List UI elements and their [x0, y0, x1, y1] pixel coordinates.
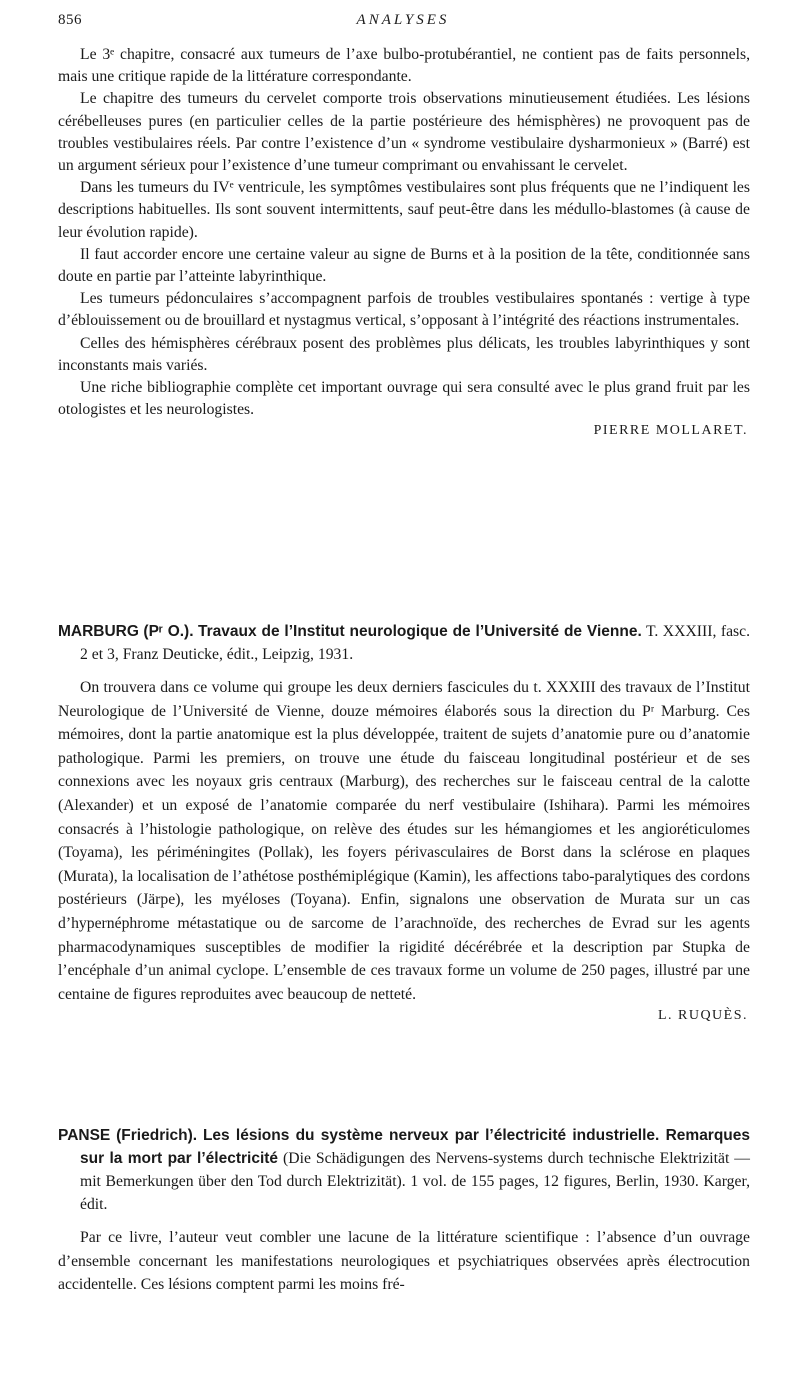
entry-title: Les lésions du système nerveux par l’électricité industrielle. Remarques sur la mort par l’électricité: [80, 1127, 751, 1167]
entry-heading: [58, 1124, 750, 1216]
paragraph: Les tumeurs pédonculaires s’accompagnent parfois de troubles vestibulaires spontanés : vertige à type d’éblouissement ou de brouillard et nystagmus vertical, s’opposant à l’intégrité des réactions instrumentales.: [58, 290, 750, 330]
entry-publication: T. XXXIII, fasc. 2 et 3, Franz Deuticke, édit., Leipzig, 1931.: [80, 623, 751, 663]
paragraph: Il faut accorder encore une certaine valeur au signe de Burns et à la position de la tête, conditionnée sans doute en partie par l’atteinte labyrinthique.: [58, 245, 750, 286]
paragraph: Le chapitre des tumeurs du cervelet comporte trois observations minutieusement étudiées. Les lésions cérébelleuses pures (en particulier celles de la partie postérieure des hémisphères) ne provoquent pas de troubles vestibulaires réels. Par contre l’existence d’un « syndrome vestibulaire dysharmonieux » (Barré) est un argument sérieux pour l’existence d’une tumeur comprimant ou envahissant le cervelet.: [58, 90, 750, 175]
paragraph: Une riche bibliographie complète cet important ouvrage qui sera consulté avec le plus grand fruit par les otologistes et les neurologistes.: [58, 379, 750, 419]
entry-author-detail: (Friedrich).: [116, 1127, 198, 1144]
reviewer-signature: L. RUQUÈS.: [657, 1008, 748, 1024]
entry-heading: [58, 620, 750, 666]
review-mollaret: [58, 44, 750, 439]
paragraph: Celles des hémisphères cérébraux posent des problèmes plus délicats, les troubles labyrinthiques y sont inconstants mais variés.: [58, 334, 750, 374]
entry-title: Travaux de l’Institut neurologique de l’Université de Vienne.: [198, 623, 642, 640]
reviewer-signature: PIERRE MOLLARET.: [593, 423, 748, 439]
running-title: ANALYSES: [356, 12, 450, 28]
review-body: [58, 676, 750, 1006]
paragraph: Dans les tumeurs du IVᵉ ventricule, les symptômes vestibulaires sont plus fréquents que ne l’indiquent les descriptions habituelles. Ils sont souvent intermittents, sauf peut-être dans les médullo-blastomes (à cause de leur évolution rapide).: [58, 179, 750, 241]
review-panse: [58, 1124, 750, 1297]
review-marburg: [58, 620, 750, 1024]
paragraph: Le 3ᵉ chapitre, consacré aux tumeurs de l’axe bulbo-protubérantiel, ne contient pas de faits personnels, mais une critique rapide de la littérature correspondante.: [58, 46, 750, 86]
entry-author-detail: (Pʳ O.).: [143, 623, 194, 640]
paragraph: On trouvera dans ce volume qui groupe les deux derniers fascicules du t. XXXIII des travaux de l’Institut Neurologique de l’Université de Vienne, douze mémoires élaborés sous la direction du Pʳ Marburg. Ces mémoires, dont la partie anatomique est la plus développée, traitent de sujets d’anatomie pure ou d’anatomie pathologique. Parmi les premiers, on trouve une étude du faisceau longitudinal postérieur et de ses connexions avec les noyaux gris centraux (Marburg), des recherches sur le faisceau central de la calotte (Alexander) et un exposé de l’anatomie comparée du nerf vestibulaire (Ishihara). Parmi les mémoires consacrés à l’histologie pathologique, on relève des études sur les hémangiomes et les angioréticulomes (Toyama), les périméningites (Pollak), les foyers périvasculaires de Borst dans la sclérose en plaques (Murata), la localisation de l’athétose posthémiplégique (Kamin), les affections tabo-paralytiques des cordons postérieurs (Järpe), les myéloses (Toyana). Enfin, signalons une observation de Murata sur un cas d’hypernéphrome métastatique ou de sarcome de l’arachnoïde, des recherches de Evrad sur les agents pharmacodynamiques susceptibles de modifier la rigidité décérébrée et la description par Stupka de l’encéphale d’un animal cyclope. L’ensemble de ces travaux forme un volume de 250 pages, illustré par une centaine de figures reproduites avec beaucoup de netteté.: [58, 679, 750, 1003]
review-body: [58, 1226, 750, 1297]
running-head: [58, 12, 748, 36]
entry-author: MARBURG: [58, 623, 139, 640]
page-number: 856: [58, 12, 82, 28]
paragraph: Par ce livre, l’auteur veut combler une lacune de la littérature scientifique : l’absence d’un ouvrage d’ensemble concernant les manifestations neurologiques et psychiatriques observées après électrocution accidentelle. Ces lésions comptent parmi les moins fré-: [58, 1229, 750, 1294]
entry-author: PANSE: [58, 1127, 111, 1144]
entry-publication: (Die Schädigungen des Nervens-systems durch technische Elektrizität — mit Bemerkungen über den Tod durch Elektrizität). 1 vol. de 155 pages, 12 figures, Berlin, 1930. Karger, édit.: [80, 1150, 750, 1213]
